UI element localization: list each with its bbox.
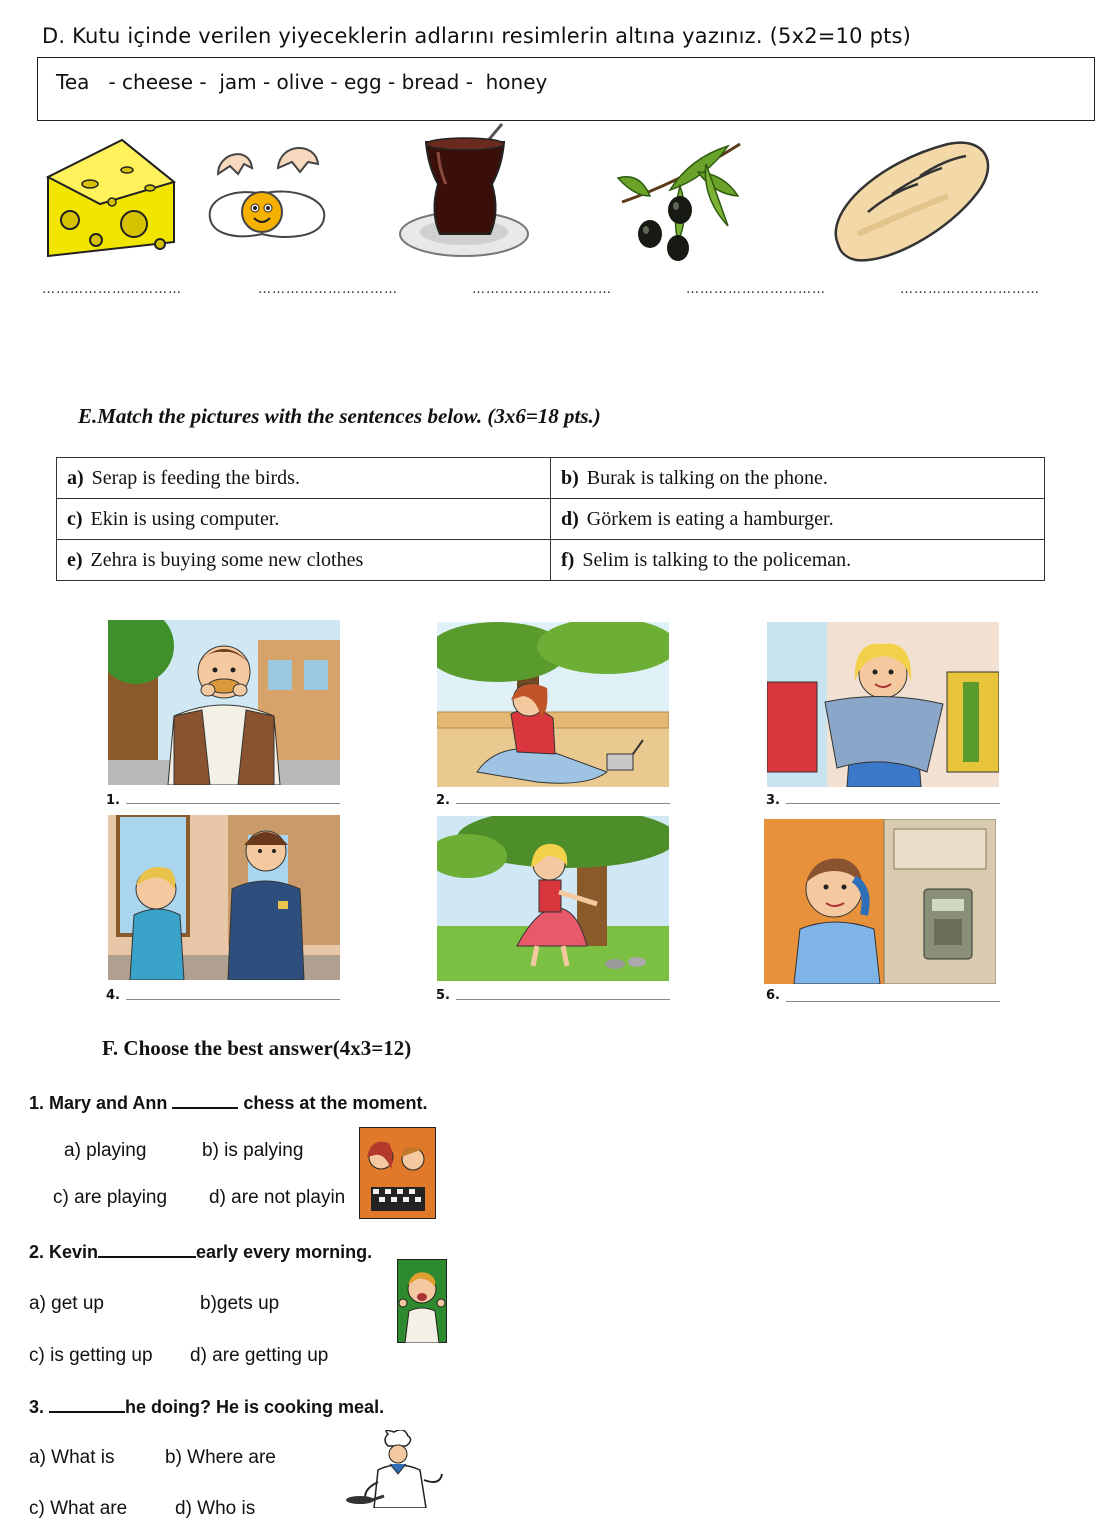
egg-image [200,134,335,244]
q1-option-d[interactable]: d) are not playin [209,1187,346,1208]
q1-option-a[interactable]: a) playing [64,1140,147,1161]
word-bank-text: Tea - cheese - jam - olive - egg - bread - honey [56,70,548,94]
boy-on-phone-picture [764,819,996,984]
question-1: 1. Mary and Ann chess at the moment. [29,1093,428,1113]
question-2: 2. Kevin early every morning. [29,1242,373,1262]
q3-option-a[interactable]: a) What is [29,1447,115,1468]
answer-line-3[interactable]: ………………………… [472,282,612,297]
sentence-f: f) Selim is talking to the policeman. [551,540,1045,581]
q2-option-b[interactable]: b)gets up [200,1293,280,1314]
bread-image [828,136,998,266]
woman-holding-clothes-picture [767,622,999,787]
picture-number-2: 2. [436,793,450,808]
question-3-blank[interactable] [49,1397,125,1413]
sentence-d: d) Görkem is eating a hamburger. [551,499,1045,540]
q3-option-b[interactable]: b) Where are [165,1447,276,1468]
answer-line-5[interactable]: ………………………… [900,282,1040,297]
boy-with-policeman-picture [108,815,340,980]
picture-number-3: 3. [766,793,780,808]
picture-number-6: 6. [766,988,780,1003]
question-2-blank[interactable] [98,1242,196,1258]
q2-option-c[interactable]: c) is getting up [29,1345,153,1366]
section-e-title: E.Match the pictures with the sentences below. (3x6=18 pts.) [78,404,601,428]
sentence-a: a) Serap is feeding the birds. [57,458,551,499]
q2-option-d[interactable]: d) are getting up [190,1345,329,1366]
picture-answer-line-1[interactable] [126,803,340,804]
picture-number-4: 4. [106,988,120,1003]
chef-cooking-image [344,1430,448,1508]
answer-line-4[interactable]: ………………………… [686,282,826,297]
cheese-image [42,132,182,262]
answer-line-1[interactable]: ………………………… [42,282,182,297]
girl-using-laptop-picture [437,622,669,787]
q2-option-a[interactable]: a) get up [29,1293,104,1314]
word-bank-box [37,57,1095,121]
picture-answer-line-5[interactable] [456,999,670,1000]
question-1-blank[interactable] [172,1093,238,1109]
question-3: 3. he doing? He is cooking meal. [29,1397,385,1417]
section-d-title: D. Kutu içinde verilen yiyeceklerin adlarını resimlerin altına yazınız. (5x2=10 pts) [42,24,912,48]
sentences-table [56,457,1045,581]
olive-image [610,138,745,268]
picture-number-5: 5. [436,988,450,1003]
chess-players-image [359,1127,436,1219]
picture-answer-line-4[interactable] [126,999,340,1000]
sentence-b: b) Burak is talking on the phone. [551,458,1045,499]
q3-option-d[interactable]: d) Who is [175,1498,256,1519]
tea-glass-image [398,122,533,262]
q3-option-c[interactable]: c) What are [29,1498,128,1519]
section-f-title: F. Choose the best answer(4x3=12) [102,1036,412,1060]
yawning-boy-image [397,1259,447,1343]
answer-line-2[interactable]: ………………………… [258,282,398,297]
picture-answer-line-3[interactable] [786,803,1000,804]
sentence-e: e) Zehra is buying some new clothes [57,540,551,581]
boy-eating-hamburger-picture [108,620,340,785]
sentence-c: c) Ekin is using computer. [57,499,551,540]
girl-feeding-birds-picture [437,816,669,981]
q1-option-b[interactable]: b) is palying [202,1140,304,1161]
picture-answer-line-6[interactable] [786,1001,1000,1002]
picture-answer-line-2[interactable] [456,803,670,804]
q1-option-c[interactable]: c) are playing [53,1187,168,1208]
picture-number-1: 1. [106,793,120,808]
